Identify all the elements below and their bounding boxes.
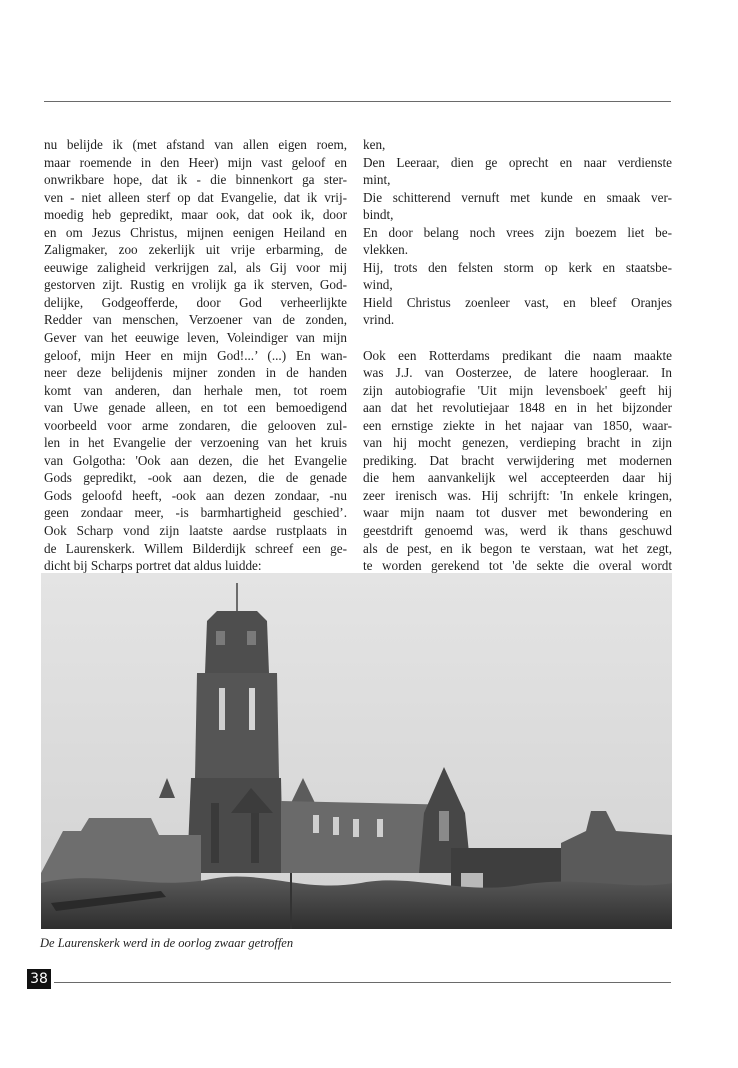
laurenskerk-illustration <box>41 573 672 929</box>
page-number-badge: 38 <box>27 969 51 989</box>
poem-line: Hield Christus zoenleer vast, en bleef Oranjes <box>363 294 672 310</box>
text-line: prediking. Dat bracht verwijdering met modernen <box>363 452 672 468</box>
text-line: voorbeeld voor arme zondaren, die gelooven zul- <box>44 417 347 433</box>
text-line: delijke, Godgeofferde, door God verheerlijkte <box>44 294 347 310</box>
text-line: de Laurenskerk. Willem Bilderdijk schreef een ge- <box>44 540 347 556</box>
text-line: een ernstige ziekte in het najaar van 1850, waar- <box>363 417 672 433</box>
text-line: van Golgotha: 'Ook aan dezen, die het Evangelie <box>44 452 347 468</box>
poem-line: En door belang noch vrees zijn boezem liet be- <box>363 224 672 240</box>
poem-line: ken, <box>363 137 386 152</box>
text-line: Gever van het eeuwige leven, Voleindiger van mijn <box>44 330 347 346</box>
text-line: te worden gerekend tot 'de sekte die overal wordt <box>363 558 672 574</box>
text-line: eeuwige zaligheid verkrijgen zal, als Gij voor mij <box>44 259 347 275</box>
text-line: ven - niet alleen sterf op dat Evangelie, dat ik vrij- <box>44 189 347 205</box>
text-line: dicht bij Scharps portret dat aldus luidde: <box>44 558 262 574</box>
poem-line: mint, <box>363 172 391 188</box>
text-line: neer deze belijdenis mijner zonden in de handen <box>44 365 347 381</box>
poem-line: Den Leeraar, dien ge oprecht en naar verdienste <box>363 154 672 170</box>
text-line: Ook Scharp vond zijn laatste aardse rustplaats in <box>44 523 347 539</box>
text-line: Zaligmaker, zoo zekerlijk uit vrije erbarming, de <box>44 242 347 258</box>
top-divider-rule <box>44 101 671 102</box>
text-line: zeer irenisch was. Hij schrijft: 'In enkele kringen, <box>363 487 672 503</box>
text-line: geloof, mijn Heer en mijn God!...’ (...) En wan- <box>44 347 347 363</box>
text-line: len in het Evangelie der verzoening van het kruis <box>44 435 347 451</box>
paragraph-gap <box>363 329 672 347</box>
text-line: Gods geloofd heeft, -ook aan dezen zondaar, -nu <box>44 487 347 503</box>
text-line: waar mijn naam tot dusver met bewondering en <box>363 505 672 521</box>
text-line: zijn autobiografie 'Uit mijn levensboek' geeft hij <box>363 382 672 398</box>
left-text-column <box>44 136 347 592</box>
text-line: geestdrift genoemd was, werd ik thans geschuwd <box>363 523 672 539</box>
text-line: Gods gepredikt, -ook aan dezen, die de genade <box>44 470 347 486</box>
church-ruins-photo <box>41 573 672 929</box>
poem-line: vrind. <box>363 312 395 328</box>
text-line: moedig heb gepredikt, maar ook, dat ook ik, door <box>44 207 347 223</box>
text-line: en om Jezus Christus, mijnen eenigen Heiland en <box>44 224 347 240</box>
poem-line: Hij, trots den felsten storm op kerk en staatsbe- <box>363 259 672 275</box>
text-line: komt van anderen, dan herhale men, tot roem <box>44 382 347 398</box>
right-text-column <box>363 136 672 592</box>
text-line: maar roemende in den Heer) mijn vast geloof en <box>44 154 347 170</box>
text-line: nu belijde ik (met afstand van allen eigen roem, <box>44 137 347 152</box>
poem-line: bindt, <box>363 207 394 223</box>
text-line: als de pest, en ik begon te verstaan, wat het zegt, <box>363 540 672 556</box>
text-line: was J.J. van Oosterzee, de latere hoogleraar. In <box>363 365 672 381</box>
text-line: onwrikbare hope, dat ik - die binnenkort ga ster- <box>44 172 347 188</box>
text-line: van Uwe genade alleen, en tot een bemoedigend <box>44 400 347 416</box>
text-line: gestorven zijt. Rustig en vrolijk ga ik sterven, God- <box>44 277 347 293</box>
text-line: Redder van menschen, Verzoener van de zonden, <box>44 312 347 328</box>
text-line: aan dat het revolutiejaar 1848 en in het bijzonder <box>363 400 672 416</box>
text-line: van hij mocht genezen, verdieping bracht in zijn <box>363 435 672 451</box>
poem-line: wind, <box>363 277 393 293</box>
poem-line: vlekken. <box>363 242 409 258</box>
poem-line: Die schitterend vernuft met kunde en smaak ver- <box>363 189 672 205</box>
photo-caption: De Laurenskerk werd in de oorlog zwaar getroffen <box>40 936 294 950</box>
text-line: die hem aanvankelijk wel accepteerden daar hij <box>363 470 672 486</box>
text-line: geen zondaar meer, -is barmhartigheid geschied’. <box>44 505 347 521</box>
bottom-divider-rule <box>54 982 671 983</box>
text-line: Ook een Rotterdams predikant die naam maakte <box>363 347 672 363</box>
